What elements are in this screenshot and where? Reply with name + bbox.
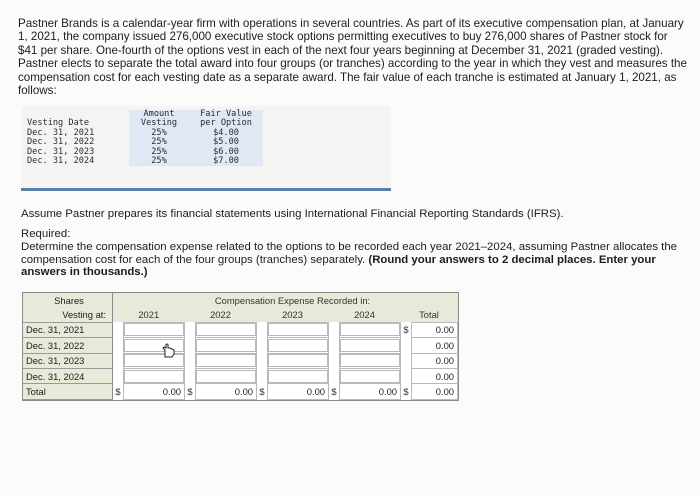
table-row (23, 322, 458, 337)
required-text (21, 241, 681, 279)
expense-input-2024-2023[interactable] (268, 370, 328, 383)
expense-input-2021-2024[interactable] (340, 323, 400, 336)
vesting-date: Dec. 31, 2024 (27, 156, 95, 167)
expense-input-2022-2022[interactable] (196, 339, 256, 352)
amount-header-2: Vesting (140, 118, 178, 129)
rounding-instructions: (Round your answers to 2 decimal places. Enter your answers in thousands.) (21, 253, 656, 279)
year-header-2022: 2022 (210, 309, 231, 321)
total-row-label: Total (23, 384, 113, 399)
amount-header-1: Amount (143, 109, 175, 119)
hand-cursor-icon (160, 343, 178, 364)
row-label: Dec. 31, 2024 (23, 368, 113, 383)
vesting-date: Dec. 31, 2023 (27, 146, 95, 157)
vesting-date: Dec. 31, 2022 (27, 137, 95, 148)
vesting-amount: 25% (129, 138, 189, 147)
comp-expense-header: Compensation Expense Recorded in: (214, 294, 371, 306)
grand-total: 0.00 (412, 384, 458, 399)
table-row (23, 338, 458, 353)
vesting-row (27, 157, 263, 166)
vesting-amount: 25% (129, 148, 189, 157)
vesting-schedule-box (21, 106, 391, 191)
row-total: 0.00 (412, 322, 458, 337)
vesting-fair-value: $5.00 (189, 138, 263, 147)
fair-value-header-2: per Option (200, 118, 252, 129)
row-total: 0.00 (412, 353, 458, 368)
expense-input-2023-2023[interactable] (268, 354, 328, 367)
expense-input-2023-2022[interactable] (196, 354, 256, 367)
dollar-sign: $ (403, 386, 409, 398)
vesting-fair-value: $6.00 (189, 148, 263, 157)
year-header-2024: 2024 (354, 309, 375, 321)
required-label: Required: (21, 228, 71, 240)
expense-input-2022-2024[interactable] (340, 339, 400, 352)
total-2021: 0.00 (124, 384, 185, 399)
vesting-date-header: Vesting Date (27, 118, 90, 129)
vesting-at-header: Vesting at: (23, 307, 113, 322)
vesting-date: Dec. 31, 2021 (27, 127, 95, 138)
vesting-amount: 25% (129, 129, 189, 138)
answer-table-wrapper (22, 292, 459, 401)
expense-input-2023-2024[interactable] (340, 354, 400, 367)
row-total: 0.00 (412, 368, 458, 383)
total-2023: 0.00 (268, 384, 329, 399)
vesting-fair-value: $4.00 (189, 129, 263, 138)
dollar-sign: $ (403, 324, 409, 336)
table-row (23, 353, 458, 368)
total-header: Total (419, 309, 439, 321)
total-2024: 0.00 (340, 384, 401, 399)
dollar-sign: $ (331, 386, 337, 398)
expense-input-2024-2021[interactable] (124, 370, 184, 383)
expense-input-2021-2022[interactable] (196, 323, 256, 336)
vesting-amount: 25% (129, 157, 189, 166)
required-instructions: Determine the compensation expense related to the options to be recorded each year 2021–2024, assuming Pastner allocates the compensation cost for each of the four groups (tranches) separately. (21, 241, 678, 266)
expense-input-2022-2023[interactable] (268, 339, 328, 352)
row-total: 0.00 (412, 338, 458, 353)
shares-header: Shares (23, 293, 113, 307)
year-header-2021: 2021 (138, 309, 160, 321)
dollar-sign: $ (187, 386, 193, 398)
year-header-2023: 2023 (282, 309, 303, 321)
vesting-fair-value: $7.00 (189, 157, 263, 166)
total-row (23, 384, 458, 399)
expense-input-2024-2022[interactable] (196, 370, 256, 383)
row-label: Dec. 31, 2021 (23, 322, 113, 337)
dollar-sign: $ (115, 386, 121, 398)
row-label: Dec. 31, 2022 (23, 338, 113, 353)
vesting-schedule-table (27, 110, 263, 166)
dollar-sign: $ (259, 386, 265, 398)
problem-intro: Pastner Brands is a calendar-year firm with operations in several countries. As part of its executive compensation plan, at January 1, 2021, the company issued 276,000 executive stock options permitting executives to buy 276,000 shares of Pastner stock for $41 per share. One-fourth of the options vest in each of the next four years beginning at December 31, 2021 (graded vesting). Pastner elects to separate the total award into four groups (or tranches) according to the year in which they vest and measures the compensation cost for each vesting date as a separate award. The fair value of each tranche is estimated at January 1, 2021, as follows: (18, 17, 687, 98)
expense-input-2024-2024[interactable] (340, 370, 400, 383)
fair-value-header-1: Fair Value (200, 109, 252, 119)
answer-table (23, 293, 458, 400)
assumption-text: Assume Pastner prepares its financial statements using International Financial Reporting Standards (IFRS). (21, 208, 564, 220)
expense-input-2021-2021[interactable] (124, 323, 184, 336)
table-row (23, 368, 458, 383)
total-2022: 0.00 (196, 384, 257, 399)
expense-input-2021-2023[interactable] (268, 323, 328, 336)
row-label: Dec. 31, 2023 (23, 353, 113, 368)
